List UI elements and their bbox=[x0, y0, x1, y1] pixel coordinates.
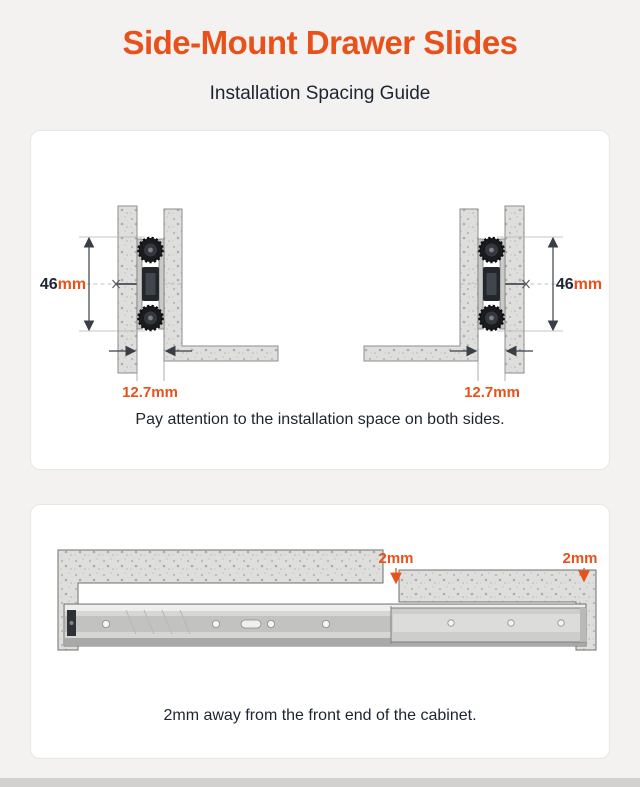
gap-label-2mm-left: 2mm bbox=[378, 550, 414, 567]
dim-label-46mm-left bbox=[40, 276, 86, 293]
mounting-hole bbox=[322, 620, 329, 627]
dim-label-12.7mm-left: 12.7mm bbox=[122, 384, 178, 401]
dim-label-46mm-right bbox=[556, 276, 602, 293]
page-title: Side-Mount Drawer Slides bbox=[122, 24, 518, 61]
gap-label-2mm-right: 2mm bbox=[562, 550, 598, 567]
dim-value: 46 bbox=[39, 276, 58, 293]
mounting-hole bbox=[102, 620, 109, 627]
dim-value: 46 bbox=[555, 276, 574, 293]
mounting-hole bbox=[558, 620, 564, 626]
mounting-slot bbox=[241, 620, 261, 628]
left-side-diagram bbox=[79, 206, 278, 381]
footer-strip bbox=[0, 778, 640, 787]
side-spacing-panel bbox=[30, 130, 610, 470]
side-spacing-caption: Pay attention to the installation space on both sides. bbox=[135, 411, 505, 428]
dim-unit: mm bbox=[57, 276, 87, 293]
dim-label-12.7mm-right: 12.7mm bbox=[464, 384, 520, 401]
rail-end-cap bbox=[580, 608, 586, 642]
mounting-hole bbox=[508, 620, 514, 626]
front-spacing-caption: 2mm away from the front end of the cabinet. bbox=[163, 707, 477, 724]
dim-unit: mm bbox=[573, 276, 603, 293]
right-side-diagram bbox=[364, 206, 563, 381]
mounting-hole bbox=[212, 620, 219, 627]
side-spacing-diagram bbox=[31, 145, 611, 407]
header bbox=[0, 0, 640, 105]
front-spacing-panel bbox=[30, 504, 610, 759]
mounting-hole bbox=[448, 620, 454, 626]
page-subtitle: Installation Spacing Guide bbox=[209, 83, 431, 104]
mounting-hole bbox=[267, 620, 274, 627]
front-spacing-diagram bbox=[31, 515, 611, 685]
drawer-slide-rail bbox=[64, 604, 586, 646]
